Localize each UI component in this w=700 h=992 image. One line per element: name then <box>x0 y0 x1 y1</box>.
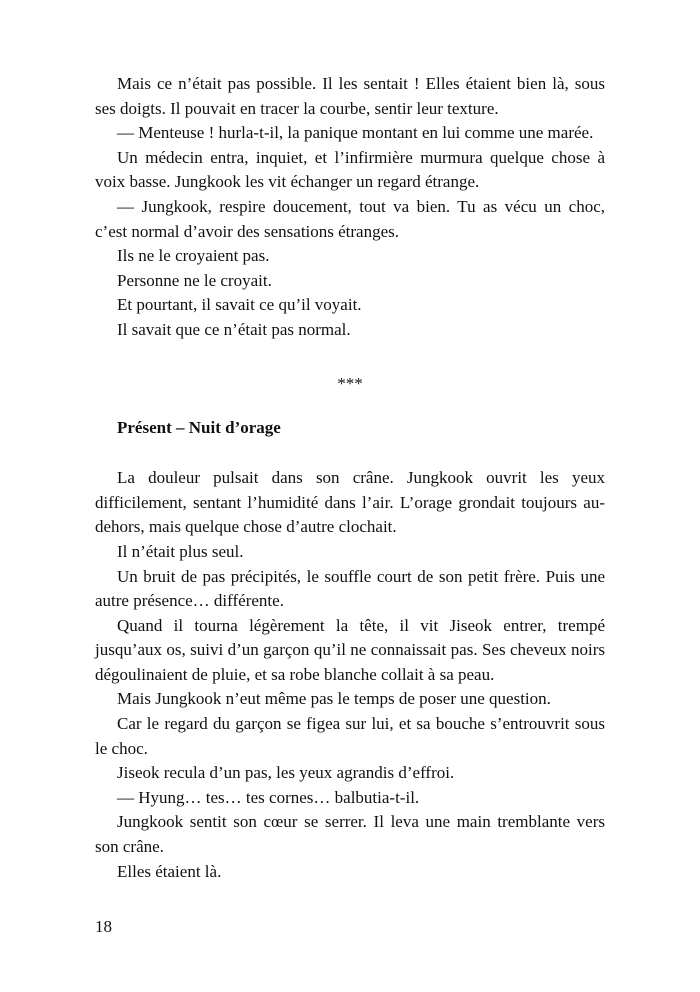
paragraph: — Hyung… tes… tes cornes… balbutia-t-il. <box>117 787 420 807</box>
paragraph: Quand il tourna légèrement la tête, il vit Jiseok entrer, trempé jusqu’aux os, suivi d’un garçon qu’il ne connaissait pas. Ses cheveux noirs dégoulinaient de pluie, et sa robe blanche collait à sa peau. <box>95 615 605 684</box>
paragraph: Car le regard du garçon se figea sur lui, et sa bouche s’entrouvrit sous le choc. <box>95 714 605 758</box>
page-number: 18 <box>95 917 112 936</box>
paragraph: Mais ce n’était pas possible. Il les sentait ! Elles étaient bien là, sous ses doigts. Il pouvait en tracer la courbe, sentir leur texture. <box>95 74 605 118</box>
section-separator: *** <box>337 373 363 393</box>
paragraph: Personne ne le croyait. <box>117 270 272 290</box>
paragraph: — Menteuse ! hurla-t-il, la panique montant en lui comme une marée. <box>117 123 594 143</box>
paragraph: Elles étaient là. <box>117 861 222 881</box>
section-title: Présent – Nuit d’orage <box>117 417 281 437</box>
paragraph: Un médecin entra, inquiet, et l’infirmière murmura quelque chose à voix basse. Jungkook les vit échanger un regard étrange. <box>95 147 605 192</box>
paragraph: Mais Jungkook n’eut même pas le temps de poser une question. <box>117 689 551 709</box>
paragraph: Et pourtant, il savait ce qu’il voyait. <box>117 295 362 315</box>
paragraph: Ils ne le croyaient pas. <box>117 246 270 266</box>
paragraph: Jiseok recula d’un pas, les yeux agrandis d’effroi. <box>117 763 455 783</box>
paragraph: — Jungkook, respire doucement, tout va bien. Tu as vécu un choc, c’est normal d’avoir des sensations étranges. <box>95 196 605 241</box>
paragraph: Jungkook sentit son cœur se serrer. Il leva une main tremblante vers son crâne. <box>95 812 605 857</box>
paragraph: La douleur pulsait dans son crâne. Jungkook ouvrit les yeux difficilement, sentant l’humidité dans l’air. L’orage grondait toujours au-dehors, mais quelque chose d’autre clochait. <box>95 468 605 537</box>
page-body <box>95 72 605 884</box>
paragraph: Un bruit de pas précipités, le souffle court de son petit frère. Puis une autre présence… différente. <box>95 566 605 611</box>
paragraph: Il savait que ce n’était pas normal. <box>117 319 351 339</box>
paragraph: Il n’était plus seul. <box>117 541 244 561</box>
